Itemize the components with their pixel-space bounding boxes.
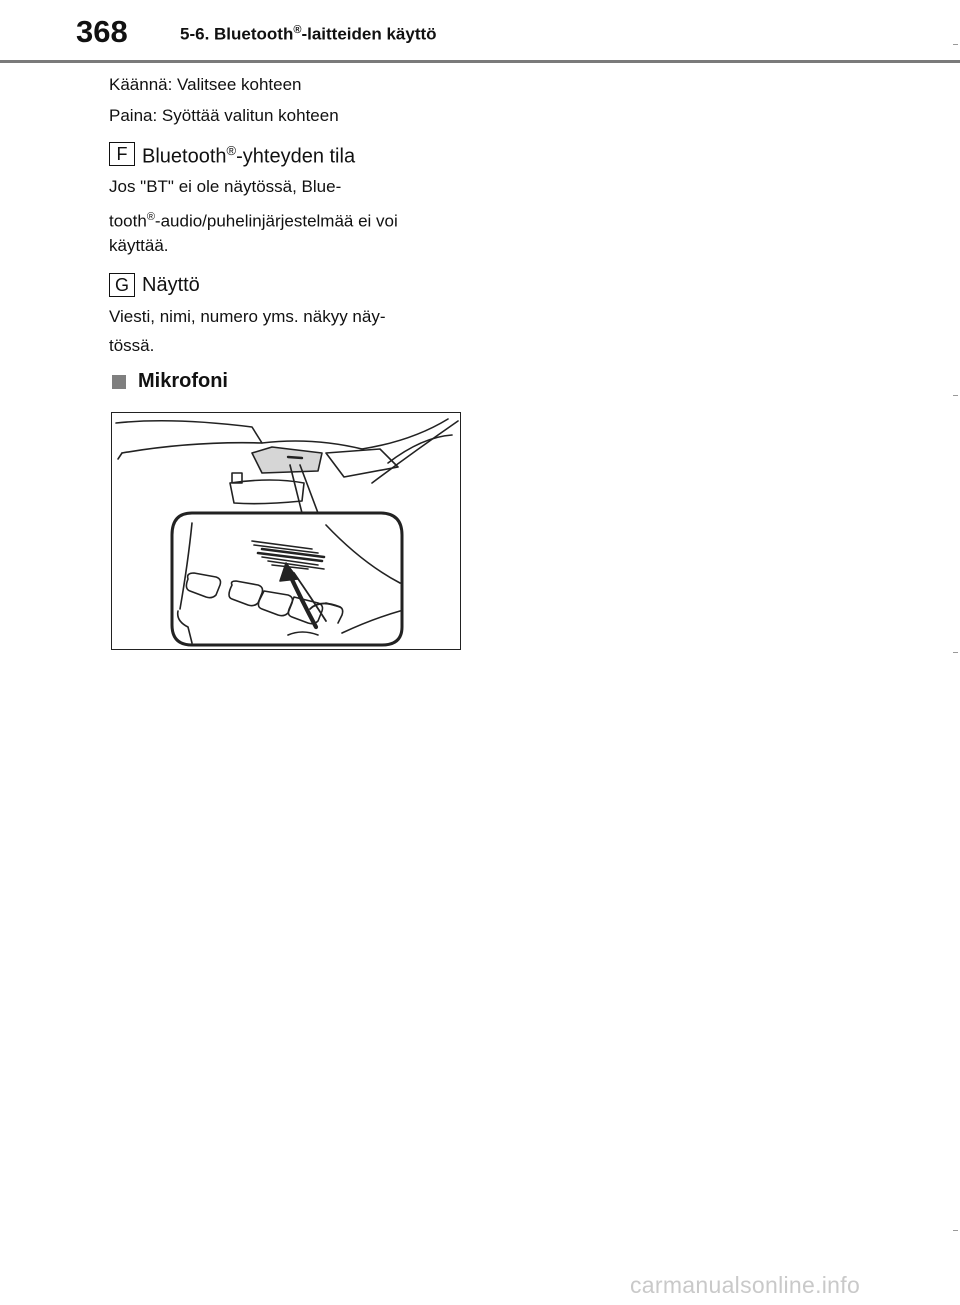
item-f-title-suffix: -yhteyden tila [236, 145, 356, 168]
watermark: carmanualsonline.info [630, 1272, 861, 1298]
page-edge-mark [953, 652, 958, 653]
section-title-suffix: -laitteiden käyttö [301, 24, 437, 44]
item-f-description [109, 174, 469, 259]
square-bullet-icon [112, 375, 126, 389]
page-edge-mark [953, 395, 958, 396]
item-g-description [109, 304, 469, 358]
item-f-desc-line3: käyttää. [109, 236, 169, 256]
press-description: Paina: Syöttää valitun kohteen [109, 106, 339, 125]
item-g-title: Näyttö [142, 274, 200, 297]
item-g-desc-line2: tössä. [109, 336, 155, 356]
item-f-desc-line1: Jos "BT" ei ole näytössä, Blue- [109, 176, 342, 196]
registered-mark: ® [226, 143, 237, 158]
microphone-heading [109, 370, 469, 393]
item-f-heading [109, 138, 469, 170]
item-f-desc-line2 [109, 205, 469, 234]
item-f-desc-line2-suffix: -audio/puhelinjärjestelmää ei voi [154, 211, 398, 231]
item-g-letter-box: G [109, 273, 135, 297]
microphone-illustration [111, 412, 461, 650]
item-f-letter-box: F [109, 142, 135, 166]
turn-description: Käännä: Valitsee kohteen [109, 75, 302, 94]
section-title-prefix: 5-6. Bluetooth [180, 24, 294, 44]
page-header [0, 0, 960, 62]
item-g-desc-line1: Viesti, nimi, numero yms. näkyy näy- [109, 307, 386, 327]
item-f-desc-line2-prefix: tooth [109, 211, 147, 231]
item-f-title [142, 138, 355, 170]
section-title [180, 24, 437, 45]
registered-mark: ® [146, 210, 155, 223]
page-edge-mark [953, 44, 958, 45]
item-f-title-prefix: Bluetooth [142, 145, 227, 168]
page-content [109, 72, 469, 393]
overhead-console-drawing [112, 413, 461, 650]
registered-mark: ® [293, 24, 302, 36]
item-g-heading [109, 272, 469, 298]
page-number: 368 [76, 14, 128, 49]
microphone-heading-text: Mikrofoni [138, 370, 228, 393]
header-divider [0, 60, 960, 63]
page-edge-mark [953, 1230, 958, 1231]
